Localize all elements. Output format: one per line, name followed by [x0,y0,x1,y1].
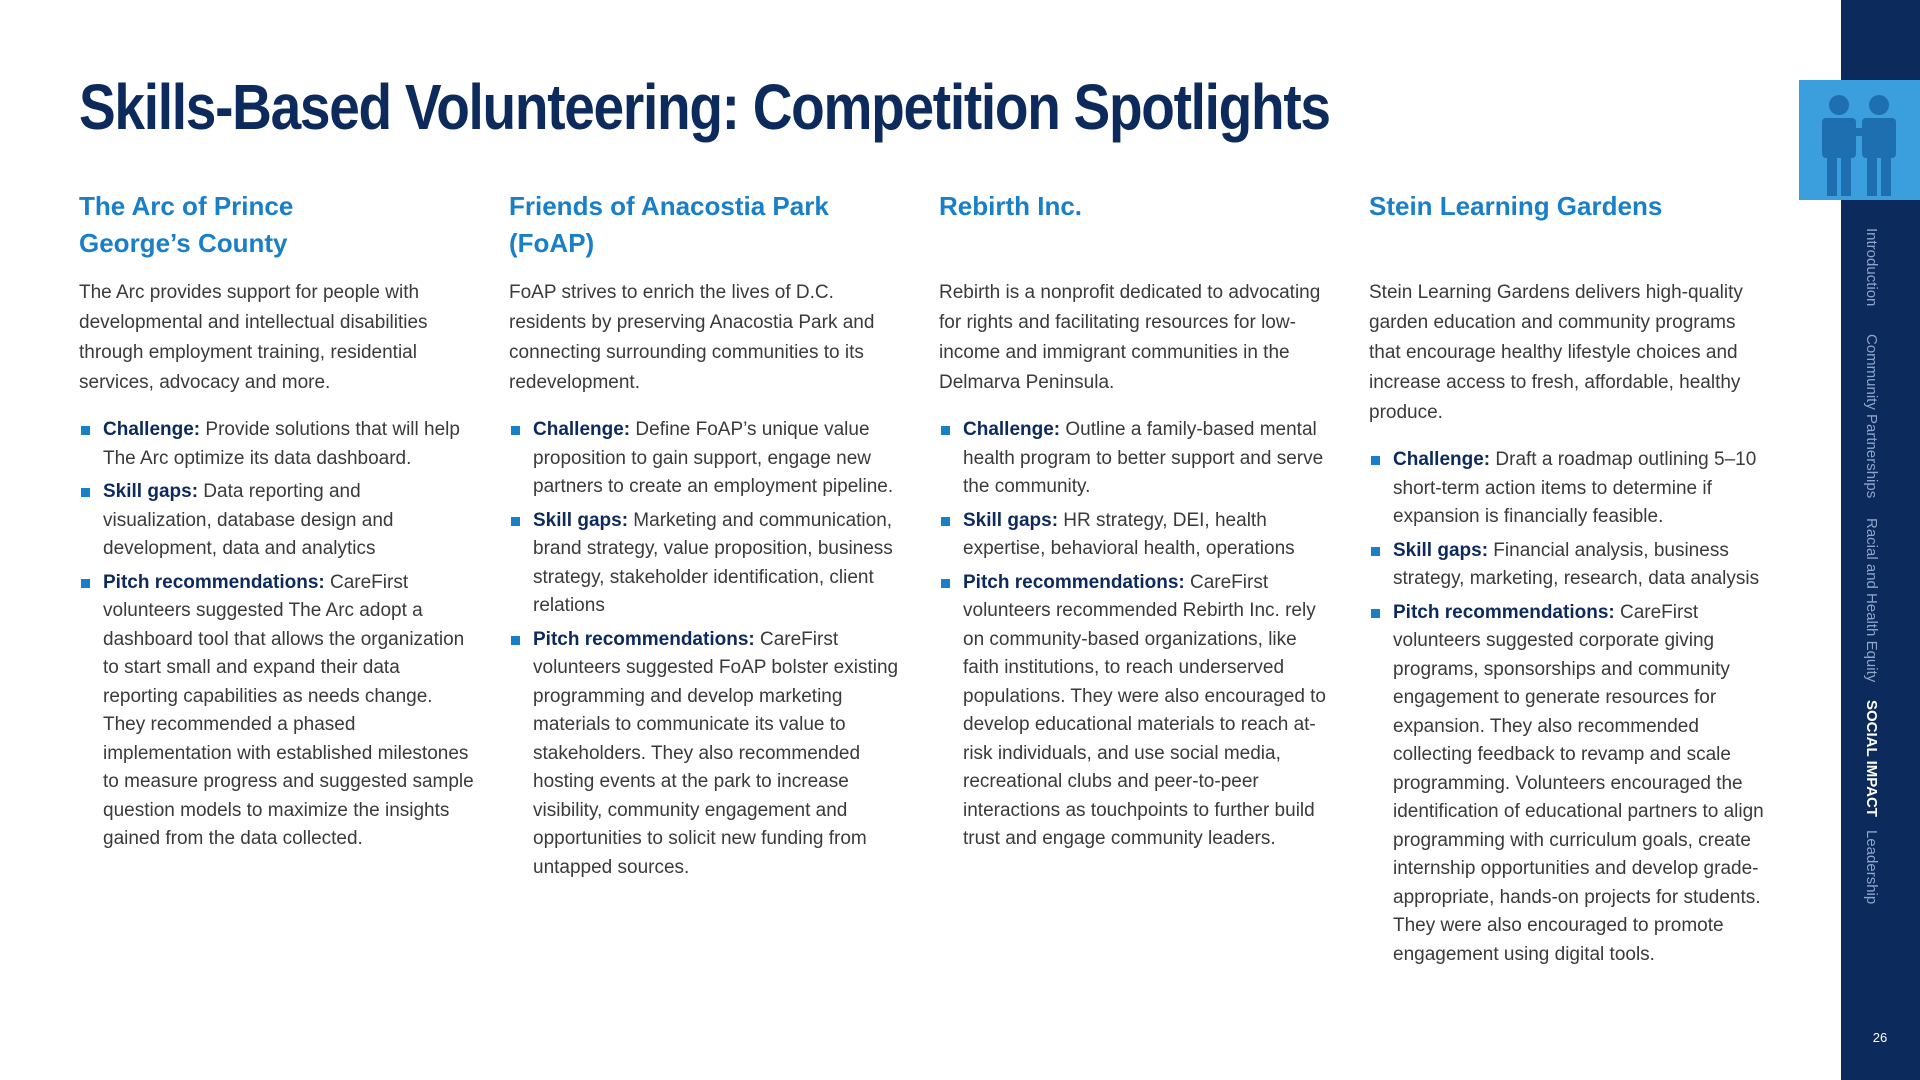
bullet-text: Data reporting and visualization, database design and development, data and analytics [103,481,394,559]
bullet-list [79,416,474,854]
bullet-skill-gaps [939,507,1334,564]
bullet-pitch [1369,599,1764,970]
bullet-pitch [939,569,1334,854]
bullet-text: Marketing and communication, brand strategy, value proposition, business strategy, stakeholder identification, client relations [533,509,893,616]
bullet-challenge [1369,446,1764,532]
bullet-text: CareFirst volunteers suggested corporate giving programs, sponsorships and community engagement to generate resources for expansion. They also recommended collecting feedback to revamp and scale programming. Volunteers encouraged the identification of educational partners to align programming with curriculum goals, create internship opportunities and develop grade-appropriate, hands-on projects for students. They were also encouraged to promote engagement using digital tools. [1393,601,1764,965]
bullet-label: Challenge: [1393,449,1491,470]
bullet-text: Draft a roadmap outlining 5–10 short-term action items to determine if expansion is financially feasible. [1393,449,1757,527]
column-description: Rebirth is a nonprofit dedicated to advocating for rights and facilitating resources for low-income and immigrant communities in the Delmarva Peninsula. [939,282,1321,393]
column-heading [79,188,474,278]
nav-introduction[interactable]: Introduction [1863,228,1880,307]
bullet-list [939,416,1334,854]
bullet-label: Challenge: [533,419,631,440]
bullet-label: Pitch recommendations: [1393,601,1615,623]
bullet-square-icon [511,517,520,526]
bullet-square-icon [941,517,950,526]
nav-social-impact[interactable]: SOCIAL IMPACT [1863,700,1880,817]
bullet-label: Pitch recommendations: [103,571,325,593]
bullet-text: HR strategy, DEI, health expertise, behavioral health, operations [963,509,1295,559]
spotlight-column-stein [1369,188,1764,974]
bullet-text: Define FoAP’s unique value proposition to gain support, engage new partners to create an employment pipeline. [533,419,894,497]
bullet-square-icon [511,426,520,435]
heading-line-1: Stein Learning Gardens [1369,191,1663,221]
column-description: FoAP strives to enrich the lives of D.C. residents by preserving Anacostia Park and connecting surrounding communities to its redevelopment. [509,282,875,393]
page-title: Skills-Based Volunteering: Competition Spotlights [79,71,1330,143]
bullet-label: Challenge: [963,419,1061,440]
bullet-square-icon [81,426,90,435]
column-heading [1369,188,1764,278]
bullet-square-icon [81,579,90,588]
bullet-list [509,416,904,882]
bullet-text: Financial analysis, business strategy, marketing, research, data analysis [1393,539,1760,589]
bullet-text: Provide solutions that will help The Arc optimize its data dashboard. [103,419,460,469]
bullet-text: Outline a family-based mental health program to better support and serve the community. [963,419,1324,497]
heading-line-1: Friends of Anacostia Park [509,191,829,221]
bullet-square-icon [941,426,950,435]
heading-line-1: Rebirth Inc. [939,191,1083,221]
bullet-skill-gaps [79,478,474,564]
column-heading [509,188,904,278]
bullet-text: CareFirst volunteers recommended Rebirth Inc. rely on community-based organizations, like faith institutions, to reach underserved populations. They were also encouraged to develop educational materials to reach at-risk individuals, and use social media, recreational clubs and peer-to-peer interactions as touchpoints to further build trust and engage community leaders. [963,571,1327,849]
bullet-challenge [939,416,1334,502]
bullet-label: Skill gaps: [963,509,1059,531]
bullet-skill-gaps [509,507,904,621]
bullet-challenge [79,416,474,473]
page-number: 26 [1872,1030,1888,1045]
heading-line-1: The Arc of Prince [79,191,294,221]
spotlight-column-arc [79,188,474,859]
people-icon-graphic [1799,80,1920,200]
bullet-pitch [509,626,904,883]
people-icon [1799,80,1920,200]
bullet-square-icon [511,636,520,645]
nav-community-partnerships[interactable]: Community Partnerships [1863,334,1880,499]
spotlight-column-rebirth [939,188,1334,859]
heading-line-2: George’s County [79,228,288,258]
bullet-skill-gaps [1369,537,1764,594]
bullet-square-icon [941,579,950,588]
bullet-text: CareFirst volunteers suggested FoAP bolster existing programming and develop marketing materials to communicate its value to stakeholders. They also recommended hosting events at the park to increase visibility, community engagement and opportunities to solicit new funding from untapped sources. [533,628,899,878]
bullet-pitch [79,569,474,854]
bullet-label: Skill gaps: [533,509,629,531]
bullet-label: Pitch recommendations: [533,628,755,650]
bullet-square-icon [81,488,90,497]
column-description: Stein Learning Gardens delivers high-quality garden education and community programs that encourage healthy lifestyle choices and increase access to fresh, affordable, healthy produce. [1369,282,1743,423]
nav-leadership[interactable]: Leadership [1863,830,1880,905]
bullet-text: CareFirst volunteers suggested The Arc adopt a dashboard tool that allows the organization to start small and expand their data reporting capabilities as needs change. They recommended a phased implementation with established milestones to measure progress and suggested sample question models to maximize the insights gained from the data collected. [103,571,474,849]
bullet-list [1369,446,1764,969]
bullet-label: Challenge: [103,419,201,440]
bullet-label: Skill gaps: [1393,539,1489,561]
bullet-square-icon [1371,456,1380,465]
bullet-square-icon [1371,547,1380,556]
bullet-label: Pitch recommendations: [963,571,1185,593]
bullet-label: Skill gaps: [103,481,199,502]
bullet-challenge [509,416,904,502]
column-heading [939,188,1334,278]
column-description: The Arc provides support for people with developmental and intellectual disabilities through employment training, residential services, advocacy and more. [79,282,428,393]
spotlight-column-foap [509,188,904,887]
heading-line-2: (FoAP) [509,228,595,258]
bullet-square-icon [1371,609,1380,618]
nav-racial-health-equity[interactable]: Racial and Health Equity [1863,518,1880,683]
